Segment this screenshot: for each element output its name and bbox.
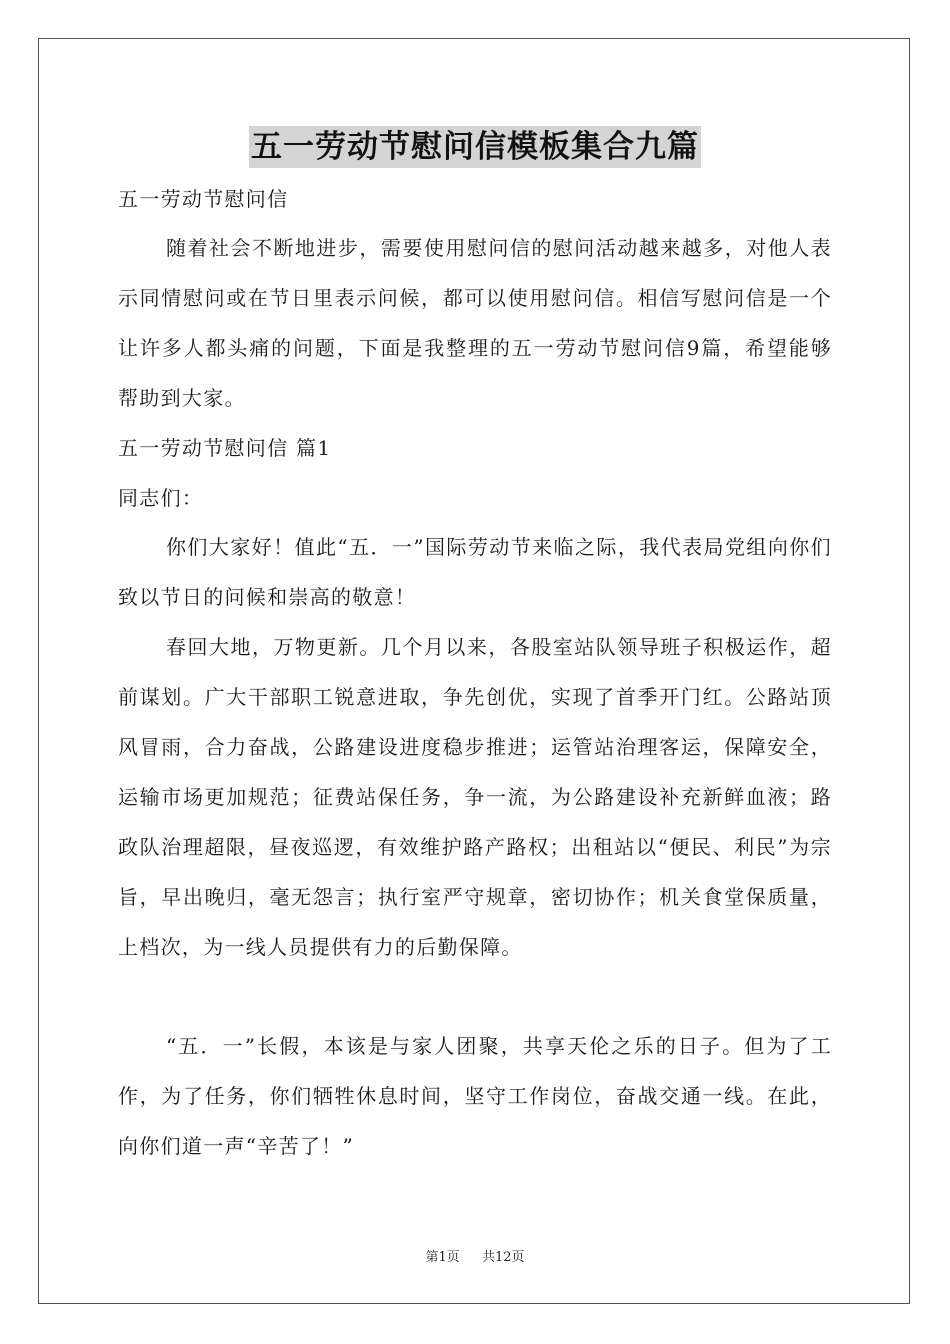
page-number: 第1页	[425, 1250, 460, 1265]
body-paragraph-3: “五．一”长假，本该是与家人团聚，共享天伦之乐的日子。但为了工作，为了任务，你们牺牲休息时间，坚守工作岗位，奋战交通一线。在此，向你们道一声“辛苦了！”	[118, 1034, 832, 1158]
page-total: 共12页	[482, 1250, 525, 1265]
salutation: 同志们：	[118, 486, 204, 510]
page-footer	[0, 1246, 950, 1265]
document-subtitle: 五一劳动节慰问信	[118, 187, 289, 211]
body-paragraph-2: 春回大地，万物更新。几个月以来，各股室站队领导班子积极运作，超前谋划。广大干部职工锐意进取，争先创优，实现了首季开门红。公路站顶风冒雨，合力奋战，公路建设进度稳步推进；运管站治理客运，保障安全，运输市场更加规范；征费站保任务，争一流，为公路建设补充新鲜血液；路政队治理超限，昼夜巡逻，有效维护路产路权；出租站以“便民、利民”为宗旨，早出晚归，毫无怨言；执行室严守规章，密切协作；机关食堂保质量，上档次，为一线人员提供有力的后勤保障。	[118, 635, 832, 959]
intro-paragraph: 随着社会不断地进步，需要使用慰问信的慰问活动越来越多，对他人表示同情慰问或在节日里表示问候，都可以使用慰问信。相信写慰问信是一个让许多人都头痛的问题，下面是我整理的五一劳动节慰问信9篇，希望能够帮助到大家。	[118, 236, 832, 410]
section-heading: 五一劳动节慰问信 篇1	[118, 436, 332, 460]
title-wrap	[118, 126, 832, 168]
body-paragraph-1: 你们大家好！值此“五．一”国际劳动节来临之际，我代表局党组向你们致以节日的问候和崇高的敬意！	[118, 535, 832, 609]
document-title: 五一劳动节慰问信模板集合九篇	[249, 126, 701, 168]
